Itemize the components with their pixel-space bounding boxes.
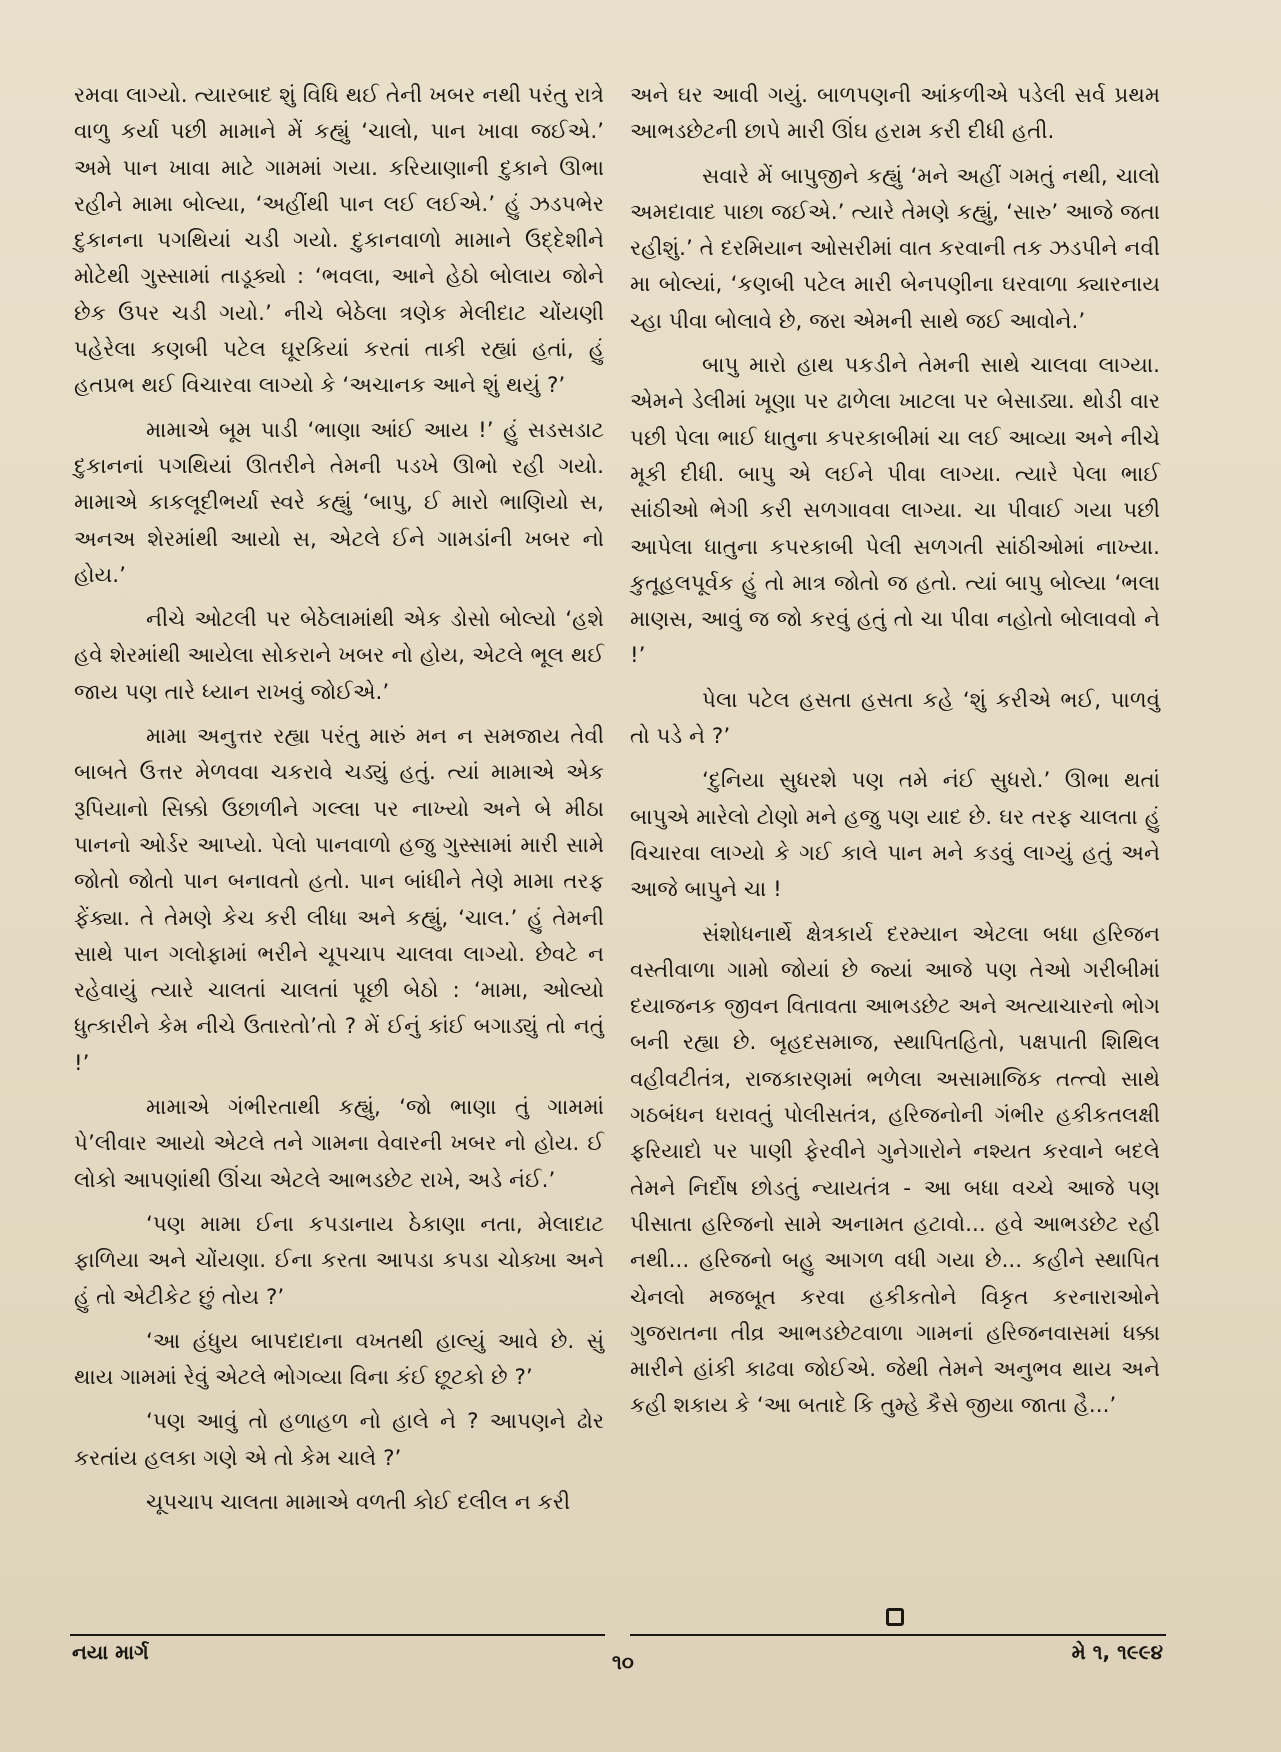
left-column (74, 78, 604, 1529)
paragraph: મામા અનુત્તર રહ્યા પરંતુ મારું મન ન સમજાય તેવી બાબતે ઉત્તર મેળવવા ચકરાવે ચડ્યું હતું. ત્યાં મામાએ એક રૂપિયાનો સિક્કો ઉછાળીને ગલ્લા પર નાખ્યો અને બે મીઠા પાનનો ઓર્ડર આપ્યો. પેલો પાનવાળો હજુ ગુસ્સામાં મારી સામે જોતો જોતો પાન બનાવતો હતો. પાન બાંધીને તેણે મામા તરફ ફેંક્યા. તે તેમણે કેચ કરી લીધા અને કહ્યું, ‘ચાલ.’ હું તેમની સાથે પાન ગલોફામાં ભરીને ચૂપચાપ ચાલવા લાગ્યો. છેવટે ન રહેવાયું ત્યારે ચાલતાં ચાલતાં પૂછી બેઠો : ‘મામા, ઓલ્યો ધુત્કારીને કેમ નીચે ઉતારતો’તો ? મેં ઈનું કાંઈ બગાડ્યું તો નતું !’ (74, 724, 604, 1076)
paragraph: ચૂપચાપ ચાલતા મામાએ વળતી કોઈ દલીલ ન કરી (146, 1489, 571, 1515)
paragraph: નીચે ઓટલી પર બેઠેલામાંથી એક ડોસો બોલ્યો ‘હશે હવે શેરમાંથી આયેલા સોકરાને ખબર નો હોય, એટલે ભૂલ થઈ જાય પણ તારે ધ્યાન રાખવું જોઈએ.’ (74, 607, 604, 705)
paragraph: બાપુ મારો હાથ પકડીને તેમની સાથે ચાલવા લાગ્યા. એમને ડેલીમાં ખૂણા પર ઢાળેલા ખાટલા પર બેસાડ્યા. થોડી વાર પછી પેલા ભાઈ ધાતુના કપરકાબીમાં ચા લઈ આવ્યા અને નીચે મૂકી દીધી. બાપુ એ લઈને પીવા લાગ્યા. ત્યારે પેલા ભાઈ સાંઠીઓ ભેગી કરી સળગાવવા લાગ્યા. ચા પીવાઈ ગયા પછી આપેલા ધાતુના કપરકાબી પેલી સળગતી સાંઠીઓમાં નાખ્યા. કુતૂહલપૂર્વક હું તો માત્ર જોતો જ હતો. ત્યાં બાપુ બોલ્યા ‘ભલા માણસ, આવું જ જો કરવું હતું તો ચા પીવા નહોતો બોલાવવો ને !’ (630, 353, 1160, 669)
paragraph: સવારે મેં બાપુજીને કહ્યું ‘મને અહીં ગમતું નથી, ચાલો અમદાવાદ પાછા જઈએ.’ ત્યારે તેમણે કહ્યું, ‘સારુ’ આજે જતા રહીશું.’ તે દરમિયાન ઓસરીમાં વાત કરવાની તક ઝડપીને નવી મા બોલ્યાં, ‘કણબી પટેલ મારી બેનપણીના ઘરવાળા ક્યારનાય ચ્હા પીવા બોલાવે છે, જરા એમની સાથે જઈ આવોને.’ (630, 163, 1160, 334)
paragraph: ‘પણ મામા ઈના કપડાનાય ઠેકાણા નતા, મેલાદાટ ફાળિયા અને ચોંયણા. ઈના કરતા આપડા કપડા ચોક્ખા અને હું તો એટીકેટ છું તોય ?’ (74, 1211, 604, 1310)
paragraph: પેલા પટેલ હસતા હસતા કહે ‘શું કરીએ ભઈ, પાળવું તો પડે ને ?’ (630, 687, 1160, 750)
paragraph: ‘દુનિયા સુધરશે પણ તમે નંઈ સુધરો.’ ઊભા થતાં બાપુએ મારેલો ટોણો મને હજુ પણ યાદ છે. ઘર તરફ ચાલતા હું વિચારવા લાગ્યો કે ગઈ કાલે પાન મને કડવું લાગ્યું હતું અને આજે બાપુને ચા ! (630, 768, 1160, 903)
issue-date: મે ૧, ૧૯૯૪ (1071, 1640, 1163, 1664)
paragraph: અને ઘર આવી ગયું. બાળપણની આંકળીએ પડેલી સર્વ પ્રથમ આભડછેટની છાપે મારી ઊંઘ હરામ કરી દીધી હતી. (630, 83, 1160, 145)
end-of-article-square-icon (886, 1608, 904, 1626)
paragraph: સંશોધનાર્થે ક્ષેત્રકાર્ય દરમ્યાન એટલા બધા હરિજન વસ્તીવાળા ગામો જોયાં છે જ્યાં આજે પણ તેઓ ગરીબીમાં દયાજનક જીવન વિતાવતા આભડછેટ અને અત્યાચારનો ભોગ બની રહ્યા છે. બૃહદસમાજ, સ્થાપિતહિતો, પક્ષપાતી શિથિલ વહીવટીતંત્ર, રાજકારણમાં ભળેલા અસામાજિક તત્ત્વો સાથે ગઠબંધન ધરાવતું પોલીસતંત્ર, હરિજનોની ગંભીર હકીકતલક્ષી ફરિયાદો પર પાણી ફેરવીને ગુનેગારોને નશ્યત કરવાને બદલે તેમને નિર્દોષ છોડતું ન્યાયતંત્ર - આ બધા વચ્ચે આજે પણ પીસાતા હરિજનો સામે અનામત હટાવો... હવે આભડછેટ રહી નથી... હરિજનો બહુ આગળ વધી ગયા છે... કહીને સ્થાપિત ચેનલો મજબૂત કરવા હકીકતોને વિકૃત કરનારાઓને ગુજરાતના તીવ્ર આભડછેટવાળા ગામનાં હરિજનવાસમાં ધક્કા મારીને હાંકી કાઢવા જોઈએ. જેથી તેમને અનુભવ થાય અને કહી શકાય કે ‘આ બતાદે કિ તુમ્હે કૈસે જીયા જાતા હૈ...’ (630, 921, 1160, 1419)
footer-divider-right (630, 1634, 1166, 1636)
paragraph: મામાએ ગંભીરતાથી કહ્યું, ‘જો ભાણા તું ગામમાં પે’લીવાર આયો એટલે તને ગામના વેવારની ખબર નો હોય. ઈ લોકો આપણાંથી ઊંચા એટલે આભડછેટ રાખે, અડે નંઈ.’ (74, 1095, 604, 1193)
paragraph: ‘આ હંધુય બાપદાદાના વખતથી હાલ્યું આવે છે. સું થાય ગામમાં રેવું એટલે ભોગવ્યા વિના કંઈ છૂટકો છે ?’ (74, 1328, 604, 1391)
paragraph: રમવા લાગ્યો. ત્યારબાદ શું વિધિ થઈ તેની ખબર નથી પરંતુ રાત્રે વાળુ કર્યા પછી મામાને મેં કહ્યું ‘ચાલો, પાન ખાવા જઈએ.’ અમે પાન ખાવા માટે ગામમાં ગયા. કરિયાણાની દુકાને ઊભા રહીને મામા બોલ્યા, ‘અહીંથી પાન લઈ લઈએ.’ હું ઝડપભેર દુકાનના પગથિયાં ચડી ગયો. દુકાનવાળો મામાને ઉદ્દેશીને મોટેથી ગુસ્સામાં તાડૂક્યો : ‘ભવલા, આને હેઠો બોલાય જોને છેક ઉપર ચડી ગયો.’ નીચે બેઠેલા ત્રણેક મેલીદાટ ચોંયણી પહેરેલા કણબી પટેલ ઘૂરકિયાં કરતાં તાકી રહ્યાં હતાં, હું હતપ્રભ થઈ વિચારવા લાગ્યો કે ‘અચાનક આને શું થયું ?’ (74, 83, 604, 399)
magazine-name: નયા માર્ગ (72, 1640, 149, 1664)
paragraph: ‘પણ આવું તો હળાહળ નો હાલે ને ? આપણને ઢોર કરતાંય હલકા ગણે એ તો કેમ ચાલે ?’ (74, 1409, 604, 1471)
footer-divider-left (70, 1634, 605, 1636)
page-number: ૧૦ (612, 1650, 634, 1674)
right-column (630, 78, 1160, 1433)
paragraph: મામાએ બૂમ પાડી ‘ભાણા આંઈ આય !’ હું સડસડાટ દુકાનનાં પગથિયાં ઊતરીને તેમની પડખે ઊભો રહી ગયો. મામાએ કાકલૂદીભર્યા સ્વરે કહ્યું ‘બાપુ, ઈ મારો ભાણિયો સ, અનઅ શેરમાંથી આયો સ, એટલે ઈને ગામડાંની ખબર નો હોય.’ (74, 417, 604, 588)
